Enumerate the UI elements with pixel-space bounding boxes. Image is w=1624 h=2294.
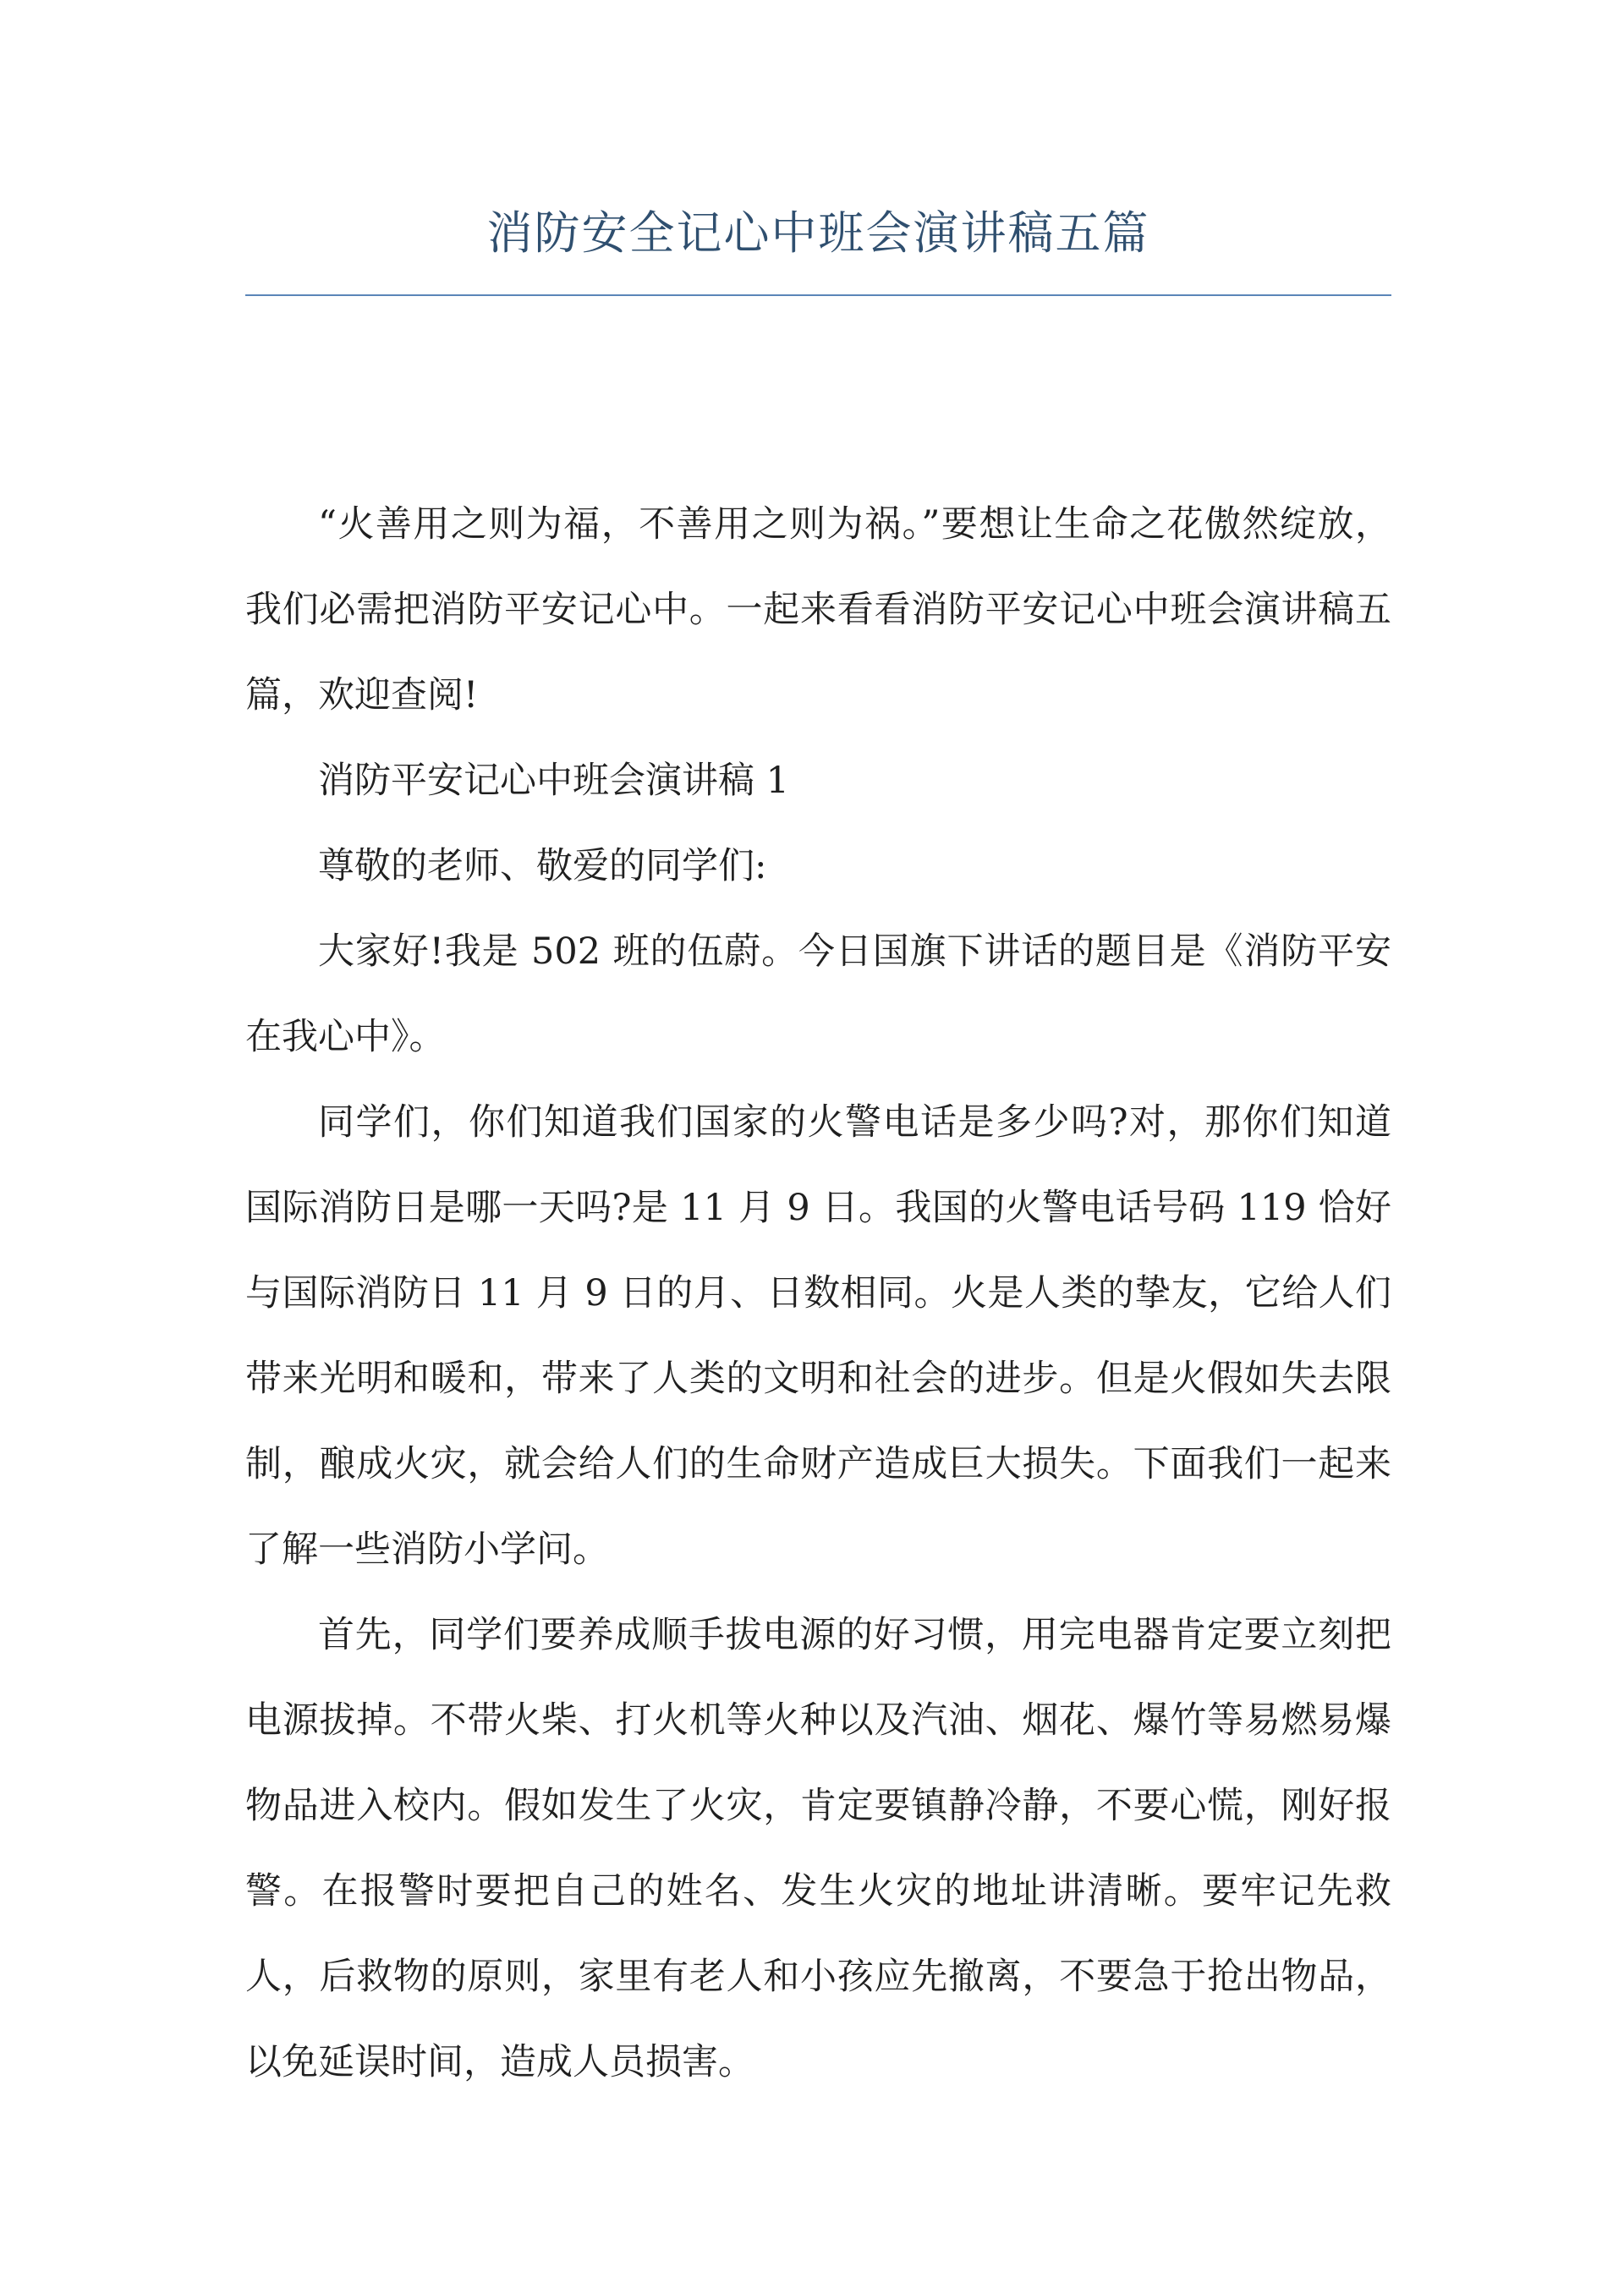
section-heading: 消防平安记心中班会演讲稿 1 bbox=[318, 760, 790, 802]
body-paragraph: 同学们，你们知道我们国家的火警电话是多少吗?对，那你们知道国际消防日是哪一天吗?是 11 月 9 日。我国的火警电话号码 119 恰好与国际消防日 11 月 9 日的月、日数相同。火是人类的挚友，它给人们带来光明和暖和，带来了人类的文明和社会的进步。但是火假如失去限制，酿成火灾，就会给人们的生命财产造成巨大损失。下面我们一起来了解一些消防小学问。 bbox=[245, 1101, 1391, 1571]
salutation: 尊敬的老师、敬爱的同学们: bbox=[318, 845, 767, 887]
document-title: 消防安全记心中班会演讲稿五篇 bbox=[486, 206, 1150, 260]
title-underline bbox=[245, 294, 1391, 296]
document-body bbox=[245, 482, 1391, 2105]
body-paragraph: 大家好!我是 502 班的伍蔚。今日国旗下讲话的题目是《消防平安在我心中》。 bbox=[245, 930, 1391, 1058]
body-paragraph: 首先，同学们要养成顺手拔电源的好习惯，用完电器肯定要立刻把电源拔掉。不带火柴、打火机等火种以及汽油、烟花、爆竹等易燃易爆物品进入校内。假如发生了火灾，肯定要镇静冷静，不要心慌，刚好报警。在报警时要把自己的姓名、发生火灾的地址讲清晰。要牢记先救人，后救物的原则，家里有老人和小孩应先撤离，不要急于抢出物品，以免延误时间，造成人员损害。 bbox=[245, 1614, 1391, 2083]
intro-paragraph: “火善用之则为福，不善用之则为祸。”要想让生命之花傲然绽放，我们必需把消防平安记心中。一起来看看消防平安记心中班会演讲稿五篇，欢迎查阅! bbox=[245, 503, 1391, 716]
